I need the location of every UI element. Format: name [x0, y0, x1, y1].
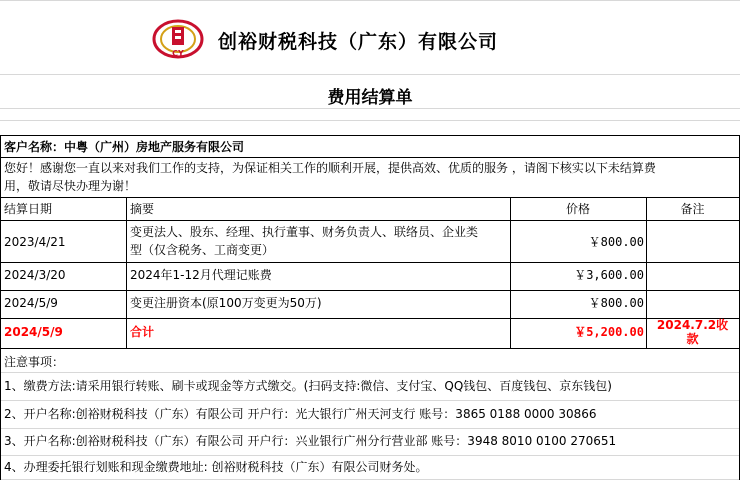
- greeting-line-2: 用，敬请尽快办理为谢！: [4, 179, 137, 193]
- greeting-line-1: 您好！感谢您一直以来对我们工作的支持，为保证相关工作的顺利开展，提供高效、优质的服务 ，请阁下核实以下未结算费: [4, 161, 656, 175]
- header-price: 价格: [565, 202, 590, 216]
- note-item: 4、办理委托银行划账和现金缴费地址: 创裕财税科技（广东）有限公司财务处。: [4, 460, 428, 474]
- row-summary: 变更法人、股东、经理、执行董事、财务负责人、联络员、企业类: [130, 225, 479, 239]
- total-label: 合计: [130, 325, 155, 339]
- note-item: 2、开户名称:创裕财税科技（广东）有限公司 开户行：光大银行广州天河支行 账号：3865 0188 0000 30866: [4, 407, 597, 421]
- company-logo: [150, 18, 206, 60]
- row-summary: 变更注册资本(原100万变更为50万): [130, 296, 322, 310]
- document-title: 费用结算单: [327, 88, 413, 108]
- svg-text:CY: CY: [172, 49, 184, 58]
- total-note-line-1: 2024.7.2收: [656, 318, 729, 332]
- customer-label: 客户名称：: [4, 140, 65, 154]
- row-price: ￥800.00: [588, 235, 644, 249]
- company-name: 创裕财税科技（广东）有限公司: [218, 31, 499, 53]
- total-date: 2024/5/9: [4, 325, 63, 339]
- row-price: ￥3,600.00: [574, 268, 644, 282]
- row-price: ￥800.00: [588, 296, 644, 310]
- row-date: 2023/4/21: [4, 235, 66, 249]
- table-border-top: [0, 135, 740, 136]
- customer-name: 中粤（广州）房地产服务有限公司: [64, 140, 245, 154]
- header-summary: 摘要: [130, 202, 155, 216]
- notes-title: 注意事项：: [4, 355, 65, 369]
- total-price: ￥5,200.00: [574, 325, 644, 339]
- note-item: 1、缴费方法:请采用银行转账、刷卡或现金等方式缴交。(扫码支持:微信、支付宝、QQ钱包、百度钱包、京东钱包): [4, 379, 612, 393]
- row-date: 2024/5/9: [4, 296, 58, 310]
- note-item: 3、开户名称:创裕财税科技（广东）有限公司 开户行：兴业银行广州分行营业部 账号：3948 8010 0100 270651: [4, 434, 617, 448]
- row-summary-cont: 型（仅含税务、工商变更）: [130, 243, 275, 257]
- total-note-line-2: 款: [686, 332, 699, 346]
- header-date: 结算日期: [4, 202, 53, 216]
- customer-line: [4, 140, 244, 155]
- header-note: 备注: [680, 202, 705, 216]
- row-date: 2024/3/20: [4, 268, 66, 282]
- row-summary: 2024年1-12月代理记账费: [130, 268, 272, 282]
